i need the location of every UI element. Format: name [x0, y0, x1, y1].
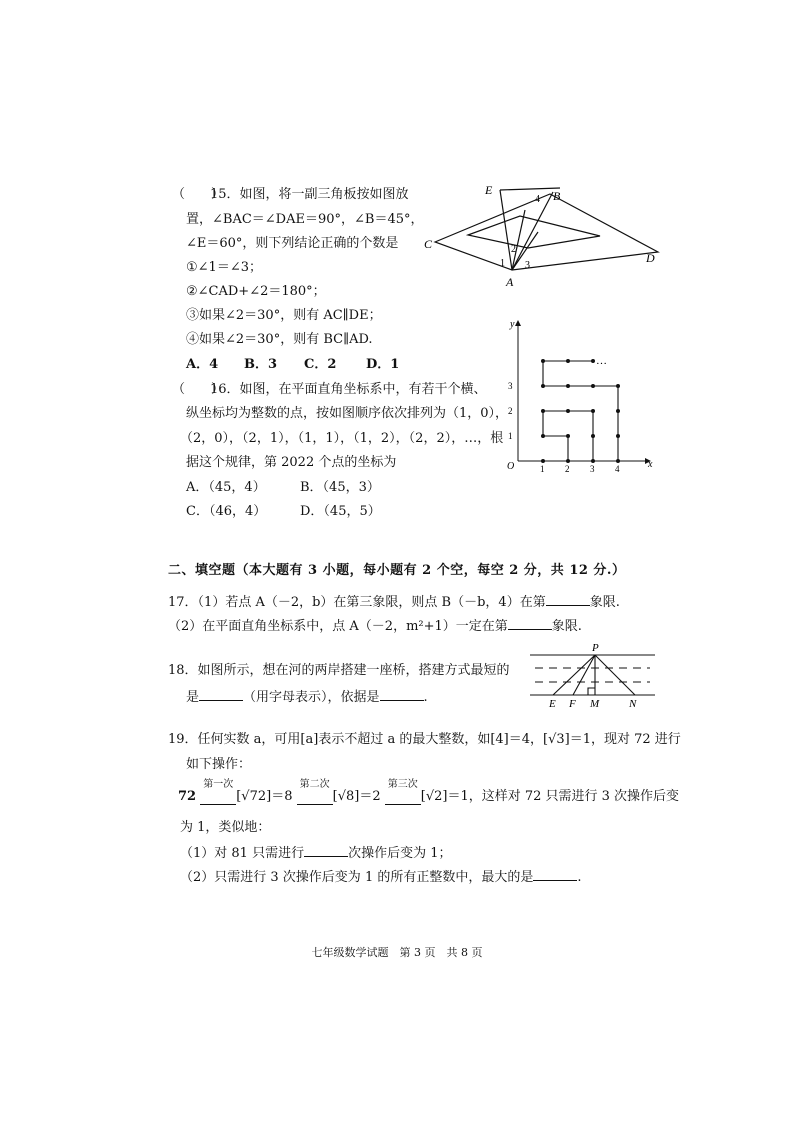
q19-line2: 如下操作：: [186, 757, 252, 772]
q19-arrow-2-label: 第二次: [299, 779, 330, 790]
fig16-y-tick-2: 2: [508, 406, 513, 416]
q17-part1: [168, 593, 620, 611]
q15-option-b: B．3: [244, 357, 278, 372]
q19-arrow-2: [297, 779, 333, 805]
q19-operation-chain: [178, 779, 680, 805]
q19-answer-blank-2[interactable]: [533, 868, 577, 881]
q19-part2-end: .: [577, 870, 582, 885]
q17-answer-blank-1[interactable]: [546, 593, 590, 606]
fig15-label-e: E: [485, 183, 493, 197]
fig15-label-c: C: [424, 237, 433, 251]
q16-option-b: B．（45，3）: [300, 480, 380, 495]
fig15-angle-1: 1: [500, 258, 505, 269]
fig18-label-f: F: [569, 698, 576, 710]
q19-arrow-3: [385, 779, 421, 805]
q17-part2-text: （2）在平面直角坐标系中，点 A（－2，m²+1）一定在第: [168, 619, 508, 634]
q16-line4: 据这个规律，第 2022 个点的坐标为: [186, 455, 397, 470]
q16-paren: （ ）: [172, 382, 225, 397]
q15-line3: ∠E＝60°，则下列结论正确的个数是: [186, 236, 399, 251]
q18-line2: [186, 688, 428, 706]
q16-coordinate-figure: [500, 315, 660, 475]
fig15-label-a: A: [506, 275, 514, 289]
fig16-x-tick-1: 1: [540, 464, 545, 474]
q15-statement-4: ④如果∠2＝30°，则有 BC∥AD.: [186, 332, 373, 347]
q17-part2-end: 象限.: [551, 619, 582, 634]
q17-answer-blank-2[interactable]: [508, 617, 552, 630]
q15-line1: 15．如图，将一副三角板按如图放: [210, 187, 409, 202]
q18-line1: 18．如图所示，想在河的两岸搭建一座桥，搭建方式最短的: [168, 663, 510, 678]
fig16-x-label: x: [648, 459, 653, 470]
q19-part2-text: （2）只需进行 3 次操作后变为 1 的所有正整数中，最大的是: [180, 870, 534, 885]
q15-statement-3: ③如果∠2＝30°，则有 AC∥DE；: [186, 308, 382, 323]
q18-river-figure: [525, 640, 660, 710]
q19-line4: 为 1，类似地：: [180, 820, 271, 835]
q19-answer-blank-1[interactable]: [304, 844, 348, 857]
fig16-x-tick-4: 4: [615, 464, 620, 474]
q19-part1-text: （1）对 81 只需进行: [180, 846, 305, 861]
q17-part1-end: 象限.: [589, 595, 620, 610]
fig18-label-e: E: [549, 698, 556, 710]
q15-option-c: C．2: [304, 357, 337, 372]
q15-line2: 置，∠BAC＝∠DAE＝90°，∠B＝45°，: [186, 212, 424, 227]
q19-step-2: [√8]＝2: [332, 789, 381, 804]
fig15-label-d: D: [646, 251, 655, 265]
q18-line2-end: .: [423, 690, 428, 705]
q15-paren: （ ）: [172, 187, 225, 202]
section-2-title: 二、填空题（本大题有 3 小题，每小题有 2 个空，每空 2 分，共 12 分.）: [168, 563, 626, 578]
fig16-x-tick-2: 2: [565, 464, 570, 474]
q17-part2: [168, 617, 582, 635]
q15-triangle-figure: [420, 180, 670, 290]
fig15-angle-4: 4: [535, 194, 540, 205]
fig16-y-label: y: [510, 319, 515, 330]
q19-arrow-1-label: 第一次: [203, 779, 234, 790]
fig18-label-m: M: [590, 698, 600, 710]
fig15-angle-3: 3: [525, 260, 530, 271]
fig15-label-b: B: [553, 189, 561, 203]
q18-line2-start: 是: [186, 690, 200, 705]
q18-answer-blank-1[interactable]: [199, 688, 243, 701]
fig16-origin: O: [507, 461, 515, 472]
q19-arrow-3-label: 第三次: [387, 779, 418, 790]
q16-option-a: A．（45，4）: [186, 480, 266, 495]
page-footer: 七年级数学试题 第 3 页 共 8 页: [311, 946, 483, 959]
q19-line1: 19．任何实数 a，可用[a]表示不超过 a 的最大整数，如[4]＝4，[√3]＝1，现对 72 进行: [168, 732, 681, 747]
fig16-y-tick-3: 3: [508, 381, 513, 391]
q19-step-3: [√2]＝1，这样对 72 只需进行 3 次操作后变: [420, 789, 680, 804]
q15-option-a: A．4: [186, 357, 219, 372]
fig18-label-n: N: [629, 698, 637, 710]
fig15-angle-2: 2: [511, 244, 516, 255]
q19-arrow-1: [200, 779, 236, 805]
q19-start-number: 72: [178, 789, 197, 804]
q16-option-c: C．（46，4）: [186, 504, 267, 519]
q19-part1: [180, 844, 451, 862]
fig16-x-tick-3: 3: [590, 464, 595, 474]
fig16-continuation: …: [596, 355, 607, 367]
q19-part1-end: 次操作后变为 1；: [348, 846, 452, 861]
q15-option-d: D．1: [366, 357, 400, 372]
q17-part1-text: 17．（1）若点 A（－2，b）在第三象限，则点 B（－b，4）在第: [168, 595, 546, 610]
q16-line2: 纵坐标均为整数的点，按如图顺序依次排列为（1，0），: [186, 406, 509, 421]
q18-line2-mid: （用字母表示），依据是: [243, 690, 380, 705]
q15-statement-1: ①∠1＝∠3；: [186, 260, 262, 275]
q16-option-d: D．（45，5）: [300, 504, 381, 519]
q16-line1: 16．如图，在平面直角坐标系中，有若干个横、: [210, 382, 487, 397]
q18-answer-blank-2[interactable]: [380, 688, 424, 701]
q19-part2: [180, 868, 581, 886]
fig18-label-p: P: [592, 642, 599, 654]
q19-step-1: [√72]＝8: [236, 789, 293, 804]
q16-line3: （2，0），（2，1），（1，1），（1，2），（2，2），…，根: [180, 431, 504, 446]
fig16-y-tick-1: 1: [508, 431, 513, 441]
q15-statement-2: ②∠CAD+∠2＝180°；: [186, 284, 326, 299]
